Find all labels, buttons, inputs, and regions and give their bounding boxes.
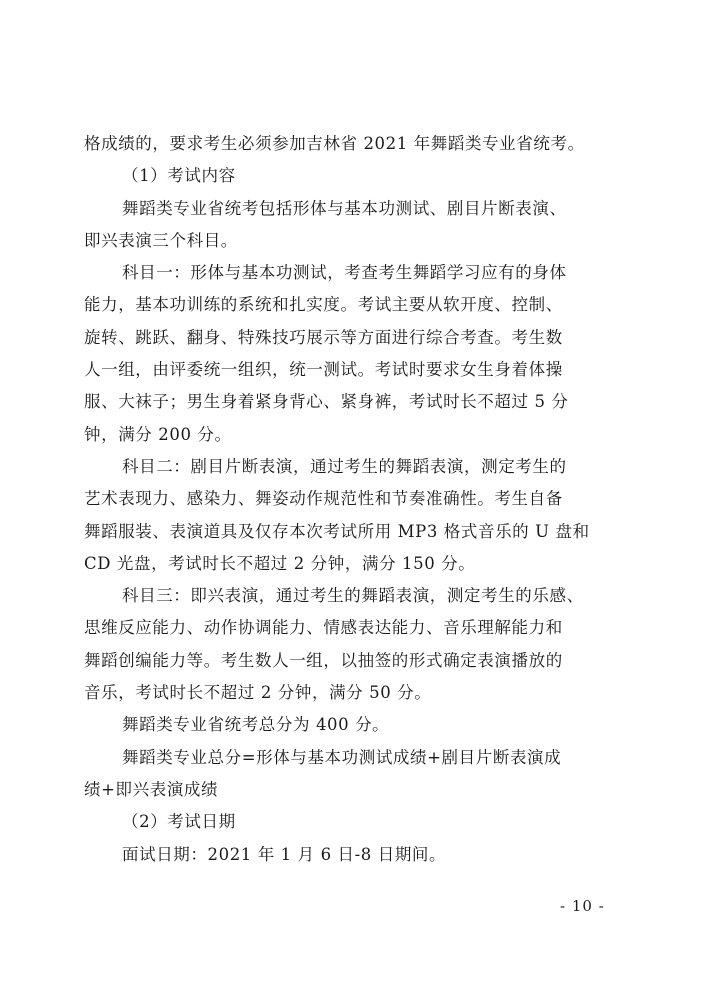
text-line: 服、大袜子；男生身着紧身背心、紧身裤，考试时长不超过 5 分 — [84, 392, 569, 412]
page-number: - 10 - — [560, 897, 605, 915]
text-line: 能力，基本功训练的系统和扎实度。考试主要从软开度、控制、 — [84, 295, 563, 315]
text-line: 即兴表演三个科目。 — [84, 230, 238, 250]
text-line: 舞蹈类专业省统考总分为 400 分。 — [122, 715, 390, 735]
text-line: 音乐，考试时长不超过 2 分钟，满分 50 分。 — [84, 683, 432, 703]
section-heading: （1）考试内容 — [122, 166, 236, 186]
text-line: 舞蹈类专业总分=形体与基本功测试成绩+剧目片断表演成 — [122, 747, 562, 767]
text-line: 思维反应能力、动作协调能力、情感表达能力、音乐理解能力和 — [84, 618, 563, 638]
text-line: 艺术表现力、感染力、舞姿动作规范性和节奏准确性。考生自备 — [84, 489, 563, 509]
text-line: CD 光盘，考试时长不超过 2 分钟，满分 150 分。 — [84, 553, 476, 573]
text-line: 科目三：即兴表演，通过考生的舞蹈表演，测定考生的乐感、 — [122, 586, 584, 606]
text-line: 科目一：形体与基本功测试，考查考生舞蹈学习应有的身体 — [122, 263, 567, 283]
text-line: 面试日期：2021 年 1 月 6 日-8 日期间。 — [122, 844, 447, 864]
section-heading: （2）考试日期 — [122, 812, 236, 832]
text-line: 舞蹈创编能力等。考生数人一组，以抽签的形式确定表演播放的 — [84, 650, 563, 670]
text-line: 旋转、跳跃、翻身、特殊技巧展示等方面进行综合考查。考生数 — [84, 327, 563, 347]
body-text — [84, 128, 632, 871]
text-line: 舞蹈服装、表演道具及仅存本次考试所用 MP3 格式音乐的 U 盘和 — [84, 521, 590, 541]
text-line: 舞蹈类专业省统考包括形体与基本功测试、剧目片断表演、 — [122, 198, 567, 218]
text-line: 钟，满分 200 分。 — [84, 424, 232, 444]
text-line: 格成绩的，要求考生必须参加吉林省 2021 年舞蹈类专业省统考。 — [84, 134, 585, 153]
text-line: 科目二：剧目片断表演，通过考生的舞蹈表演，测定考生的 — [122, 456, 567, 476]
text-line: 绩+即兴表演成绩 — [84, 779, 219, 799]
text-line: 人一组，由评委统一组织，统一测试。考试时要求女生身着体操 — [84, 360, 563, 380]
